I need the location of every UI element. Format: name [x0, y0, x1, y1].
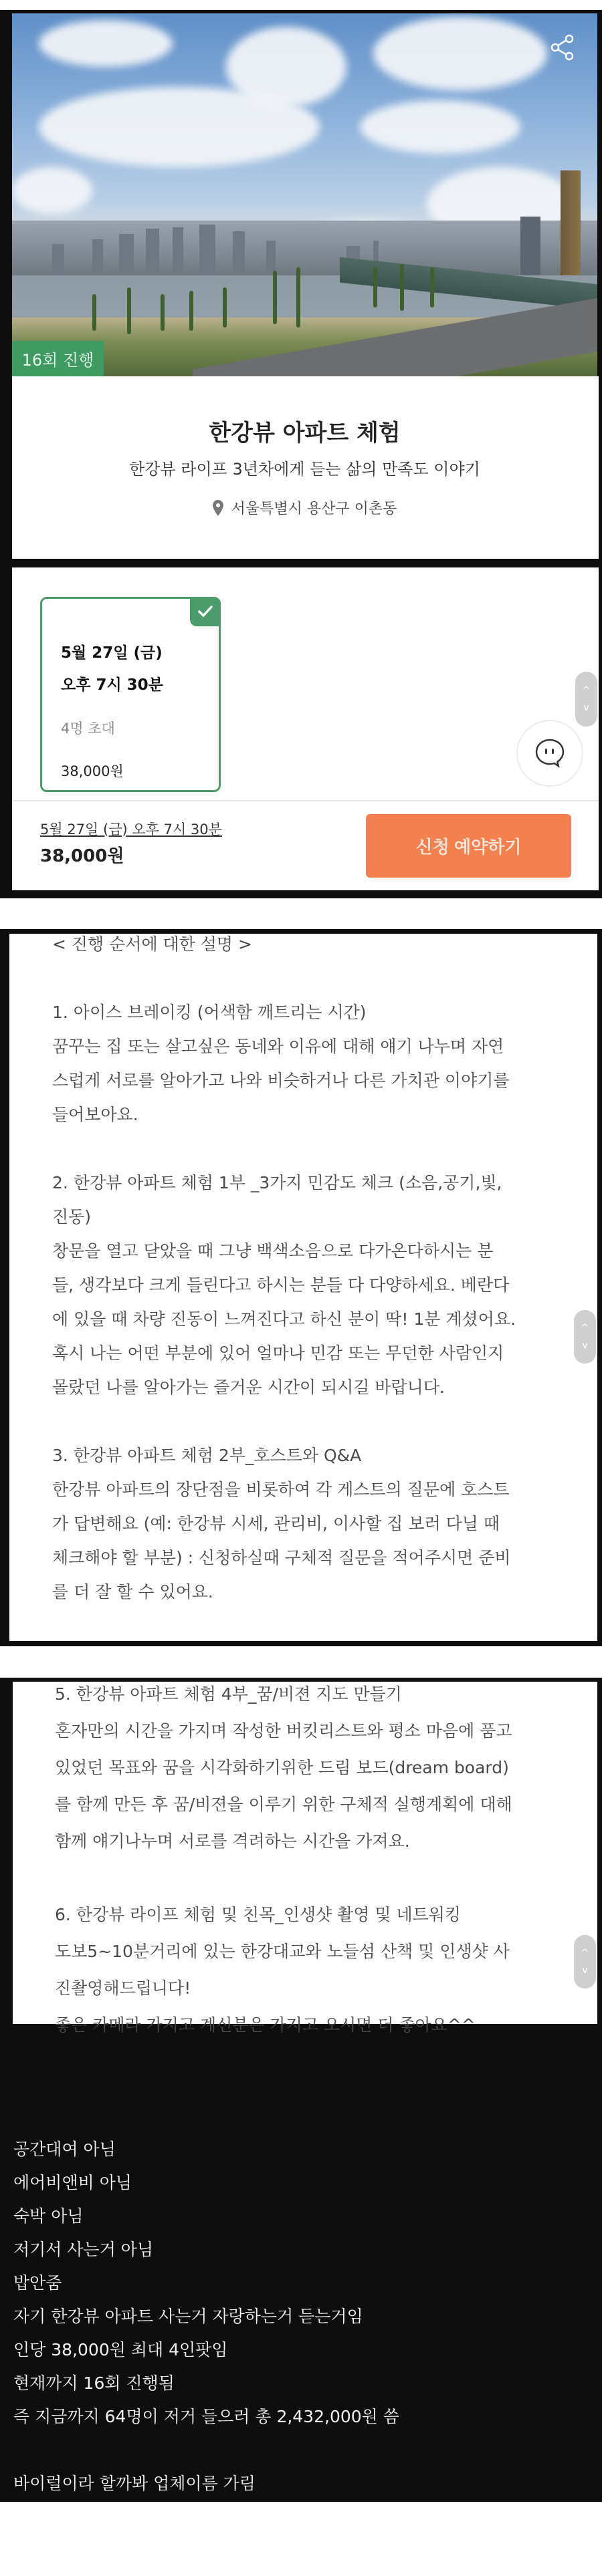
text-line: 저기서 사는거 아님 — [13, 2240, 154, 2259]
text-line: 를 함께 만든 후 꿈/비젼을 이루기 위한 구체적 실행계획에 대해 — [55, 1795, 512, 1814]
text-line: 공간대여 아님 — [13, 2140, 116, 2159]
scroll-up-icon[interactable]: ^ — [581, 1323, 589, 1333]
text-line: 들어보아요. — [52, 1105, 138, 1124]
scroll-control[interactable] — [575, 672, 597, 727]
time-slot-option[interactable] — [40, 597, 221, 792]
scroll-up-icon[interactable]: ^ — [581, 1948, 589, 1958]
share-icon[interactable] — [550, 33, 574, 61]
text-line: 혹시 나는 어떤 부분에 있어 얼마나 민감 또는 무던한 사람인지 — [52, 1343, 504, 1363]
text-line: 창문을 열고 닫았을 때 그냥 백색소음으로 다가온다하시는 분 — [52, 1241, 494, 1261]
booking-divider — [12, 800, 599, 801]
text-line: 에어비앤비 아님 — [13, 2173, 132, 2192]
scroll-down-icon[interactable]: v — [582, 1965, 588, 1976]
event-title: 한강뷰 아파트 체험 — [209, 420, 401, 446]
scroll-up-icon[interactable]: ^ — [582, 685, 591, 696]
text-line: 진동) — [52, 1207, 92, 1227]
text-line: 1. 아이스 브레이킹 (어색함 깨트리는 시간) — [52, 1003, 367, 1022]
map-pin-icon — [213, 500, 223, 516]
hero-image — [12, 13, 597, 376]
scroll-control-2[interactable] — [574, 1310, 596, 1364]
event-subtitle: 한강뷰 라이프 3년차에게 듣는 삶의 만족도 이야기 — [129, 460, 480, 479]
text-line: 좋은 카메라 가지고 계신분은 가지고 오시면 더 좋아요^^ — [55, 2015, 476, 2035]
slot-time: 오후 7시 30분 — [61, 676, 163, 694]
reserve-button[interactable]: 신청 예약하기 — [366, 814, 571, 878]
text-line: 들, 생각보다 크게 들린다고 하시는 분들 다 다양하세요. 베란다 — [52, 1275, 510, 1295]
selected-slot-summary[interactable]: 5월 27일 (금) 오후 7시 30분 — [40, 821, 222, 838]
text-line: 밥안줌 — [13, 2273, 62, 2293]
text-line: 자기 한강뷰 아파트 사는거 자랑하는거 듣는거임 — [13, 2307, 363, 2326]
session-count-badge: 16회 진행 — [12, 341, 104, 376]
text-line: 에 있을 때 차량 진동이 느껴진다고 하신 분이 딱! 1분 계셨어요. — [52, 1309, 516, 1329]
slot-date: 5월 27일 (금) — [61, 644, 163, 662]
text-line: 현재까지 16회 진행됨 — [13, 2373, 175, 2393]
text-line: 있었던 목표와 꿈을 시각화하기위한 드림 보드(dream board) — [55, 1758, 509, 1777]
event-location — [12, 497, 597, 518]
text-line: 꿈꾸는 집 또는 살고싶은 동네와 이유에 대해 얘기 나누며 자연 — [52, 1037, 504, 1056]
text-line: 체크해야 할 부분) : 신청하실때 구체적 질문을 적어주시면 준비 — [52, 1548, 511, 1567]
text-line: 바이럴이라 할까봐 업체이름 가림 — [13, 2474, 256, 2493]
text-line: 즉 지금까지 64명이 저거 들으러 총 2,432,000원 씀 — [13, 2407, 399, 2426]
chat-button[interactable] — [516, 720, 583, 787]
check-icon — [190, 597, 221, 626]
text-line: 몰랐던 나를 알아가는 즐거운 시간이 되시길 바랍니다. — [52, 1378, 445, 1397]
slot-capacity: 4명 초대 — [61, 721, 115, 737]
text-line: 숙박 아님 — [13, 2206, 84, 2226]
text-line: 6. 한강뷰 라이프 체험 및 친목_인생샷 촬영 및 네트워킹 — [55, 1905, 462, 1924]
text-line: 가 답변해요 (예: 한강뷰 시세, 관리비, 이사할 집 보러 다닐 때 — [52, 1514, 500, 1533]
text-line: 진촬영해드립니다! — [55, 1978, 191, 1998]
scroll-down-icon[interactable]: v — [582, 1340, 588, 1351]
total-price: 38,000원 — [40, 846, 124, 866]
text-line: 혼자만의 시간을 가지며 작성한 버킷리스트와 평소 마음에 품고 — [55, 1721, 512, 1741]
text-line: 5. 한강뷰 아파트 체험 4부_꿈/비젼 지도 만들기 — [55, 1684, 402, 1704]
text-line: 인당 38,000원 최대 4인팟임 — [13, 2340, 228, 2359]
text-line: 스럽게 서로를 알아가고 나와 비슷하거나 다른 가치관 이야기를 — [52, 1071, 510, 1090]
scroll-control-3[interactable] — [574, 1935, 596, 1988]
scroll-down-icon[interactable]: v — [583, 702, 589, 713]
slot-price: 38,000원 — [61, 763, 124, 779]
text-line: 도보5~10분거리에 있는 한강대교와 노들섬 산책 및 인생샷 사 — [55, 1942, 510, 1961]
text-line: 를 더 잘 할 수 있어요. — [52, 1582, 213, 1601]
text-line: < 진행 순서에 대한 설명 > — [52, 934, 252, 954]
chat-bubble-icon — [533, 737, 567, 769]
text-line: 함께 얘기나누며 서로를 격려하는 시간을 가져요. — [55, 1831, 410, 1851]
text-line: 2. 한강뷰 아파트 체험 1부 _3가지 민감도 체크 (소음,공기,빛, — [52, 1173, 502, 1192]
text-line: 3. 한강뷰 아파트 체험 2부_호스트와 Q&A — [52, 1446, 362, 1465]
location-text: 서울특별시 용산구 이촌동 — [231, 501, 397, 517]
text-line: 한강뷰 아파트의 장단점을 비롯하여 각 게스트의 질문에 호스트 — [52, 1480, 510, 1499]
